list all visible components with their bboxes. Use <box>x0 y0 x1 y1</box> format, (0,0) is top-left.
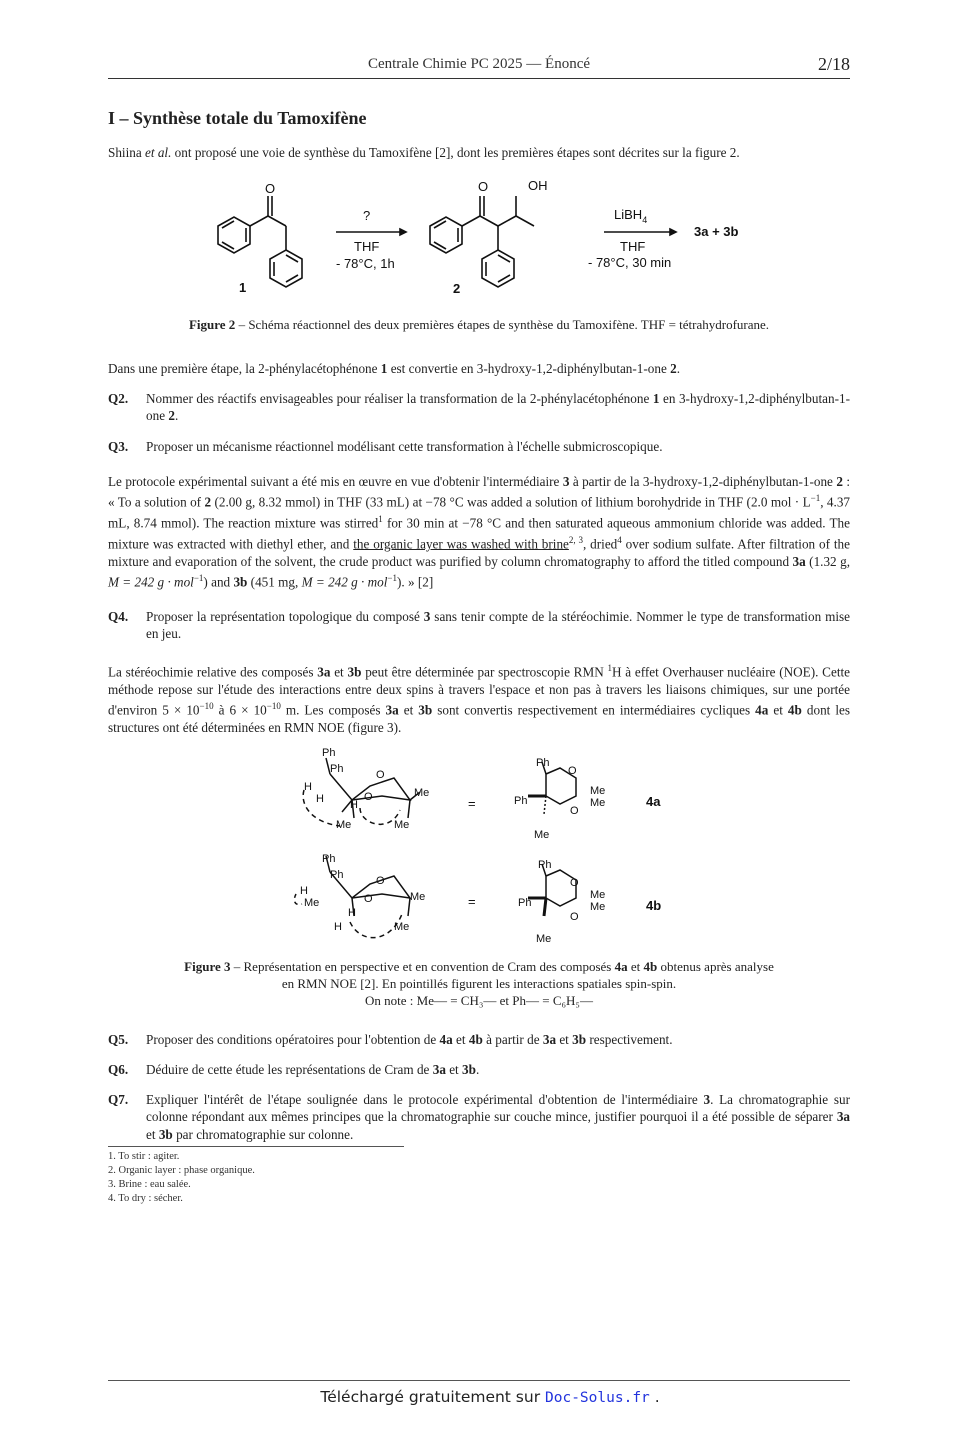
stereochemistry-figure-3 <box>290 744 690 950</box>
svg-text:Me: Me <box>336 819 352 831</box>
question-q7: Q7. Expliquer l'intérêt de l'étape soulignée dans le protocole expérimental d'obtention de l'intermédiaire 3. La chromatographie sur colonne répondant aux mêmes principes que la chromatographie sur couche mince, justifier pourquoi il a été possible de séparer 3a et 3b par chromatographie sur colonne. <box>108 1092 850 1142</box>
svg-text:LiBH4: LiBH$_4$ <box>614 207 648 225</box>
svg-text:?: ? <box>363 208 371 223</box>
figure-3-caption: Figure 3 – Représentation en perspective et en convention de Cram des composés 4a et 4b obtenus après analyse en RMN NOE [2]. En pointillés figurent les interactions spatiales spin-spin. On note : Me— = CH₃— et Ph— = C₆H₅— <box>184 959 774 1008</box>
svg-text:Me: Me <box>590 797 606 809</box>
svg-text:Ph: Ph <box>514 795 528 807</box>
question-q6: Q6. Déduire de cette étude les représentations de Cram de 3a et 3b. <box>108 1062 480 1077</box>
svg-text:Me: Me <box>590 785 606 797</box>
question-q4: Q4. Proposer la représentation topologique du composé 3 sans tenir compte de la stéréochimie. Nommer le type de transformation mise en jeu. <box>108 609 851 642</box>
footnote-separator <box>108 1146 404 1147</box>
page-number: 2/18 <box>817 54 850 74</box>
noe-paragraph: La stéréochimie relative des composés 3a et 3b peut être déterminée par spectroscopie RMN $^1$H à effet Overhauser nucléaire (NOE). Cette méthode repose sur l'étude des interactions entre deux spins à travers l'espace et non pas à travers les liaisons chimiques, sur une portée d'environ $5 \times 10^{-10}$ à $6 \times 10^{-10}$ m. Les composés 3a et 3b sont convertis respectivement en intermédiaires cycliques 4a et 4b dont les structures ont été déterminées en RMN NOE (figure 3). <box>108 663 850 735</box>
svg-text:O: O <box>376 769 385 781</box>
step-intro-paragraph: Dans une première étape, la 2-phénylacétophénone 1 est convertie en 3-hydroxy-1,2-diphénylbutan-1-one 2. <box>108 361 680 376</box>
svg-text:O: O <box>364 791 373 803</box>
footnote-2: 2. Organic layer : phase organique. <box>108 1165 255 1176</box>
svg-text:THF: THF <box>620 239 646 254</box>
svg-text:O: O <box>265 181 276 196</box>
svg-text:Me: Me <box>414 787 430 799</box>
compound-2-label: 2 <box>453 281 461 296</box>
intro-paragraph: Shiina et al. ont proposé une voie de synthèse du Tamoxifène [2], dont les premières étapes sont décrites sur la figure 2. <box>108 145 740 160</box>
page-footer: Téléchargé gratuitement sur Doc-Solus.fr . <box>320 1388 660 1406</box>
figure-2-caption: Figure 2 – Schéma réactionnel des deux premières étapes de synthèse du Tamoxifène. THF = tétrahydrofurane. <box>188 317 770 332</box>
svg-text:H: H <box>300 885 308 897</box>
compound-1-label: 1 <box>239 280 247 295</box>
svg-text:Me: Me <box>304 897 320 909</box>
svg-text:Ph: Ph <box>518 897 532 909</box>
footnote-3: 3. Brine : eau salée. <box>108 1179 191 1190</box>
label-4b: 4b <box>646 898 662 913</box>
svg-text:O: O <box>568 765 577 777</box>
svg-text:H: H <box>350 799 358 811</box>
reaction-scheme-figure-2 <box>200 172 780 302</box>
svg-text:H: H <box>304 781 312 793</box>
svg-text:H: H <box>348 907 356 919</box>
svg-text:H: H <box>316 793 324 805</box>
svg-text:Me: Me <box>534 829 550 841</box>
svg-text:Ph: Ph <box>322 747 336 759</box>
svg-text:Me: Me <box>410 891 426 903</box>
svg-text:Ph: Ph <box>538 859 552 871</box>
svg-text:Me: Me <box>590 889 606 901</box>
underlined-step: the organic layer was washed with brine <box>353 536 569 552</box>
svg-text:O: O <box>570 911 579 923</box>
question-q5: Q5. Proposer des conditions opératoires pour l'obtention de 4a et 4b à partir de 3a et 3b respectivement. <box>108 1032 673 1047</box>
question-q2: Q2. Nommer des réactifs envisageables pour réaliser la transformation de la 2-phénylacétophénone 1 en 3-hydroxy-1,2-diphénylbutan-1-one 2. <box>108 391 850 424</box>
svg-text:OH: OH <box>528 178 548 193</box>
svg-text:H: H <box>334 921 342 933</box>
svg-text:Me: Me <box>590 901 606 913</box>
svg-text:- 78°C, 1h: - 78°C, 1h <box>336 256 395 271</box>
svg-text:Ph: Ph <box>322 853 336 865</box>
page-header <box>108 54 850 79</box>
footer-separator <box>108 1380 850 1381</box>
svg-text:- 78°C, 30 min: - 78°C, 30 min <box>588 255 672 270</box>
svg-text:Ph: Ph <box>536 757 550 769</box>
svg-text:=: = <box>468 796 476 811</box>
products-label: 3a + 3b <box>694 224 739 239</box>
svg-text:O: O <box>570 877 579 889</box>
question-q3: Q3. Proposer un mécanisme réactionnel modélisant cette transformation à l'échelle submicroscopique. <box>108 439 663 454</box>
svg-text:O: O <box>364 893 373 905</box>
svg-text:O: O <box>376 875 385 887</box>
svg-text:Me: Me <box>394 921 410 933</box>
header-title: Centrale Chimie PC 2025 — Énoncé <box>367 56 591 72</box>
svg-text:Ph: Ph <box>330 869 344 881</box>
svg-text:=: = <box>468 894 476 909</box>
section-title: I – Synthèse totale du Tamoxifène <box>108 108 367 128</box>
svg-text:O: O <box>570 805 579 817</box>
svg-text:Ph: Ph <box>330 763 344 775</box>
label-4a: 4a <box>646 794 661 809</box>
svg-text:O: O <box>478 179 489 194</box>
footnote-1: 1. To stir : agiter. <box>108 1151 180 1162</box>
svg-text:THF: THF <box>354 239 380 254</box>
protocol-paragraph: Le protocole expérimental suivant a été mis en œuvre en vue d'obtenir l'intermédiaire 3 à partir de la 3-hydroxy-1,2-diphénylbutan-1-one 2 : « To a solution of 2 (2.00 g, 8.32 mmol) in THF (33 mL) at −78 °C was added a solution of lithium borohydride in THF (2.0 mol · $L^{-1}$, 4.37 mL, 8.74 mmol). The reaction mixture was stirred$^1$ for 30 min at −78 °C and then saturated aqueous ammonium chloride was added. The mixture was extracted with diethyl ether, and the organic layer was washed with brine$^{2, 3}$, dried$^4$ over sodium sulfate. After filtration of the mixture and evaporation of the solvent, the crude product was purified by column chromatography to afford the titled compound 3a (1.32 g, M = 242 g · mol$^{-1}$) and 3b (451 mg, M = 242 g · mol$^{-1}$). » [2] <box>108 474 851 590</box>
footnote-4: 4. To dry : sécher. <box>108 1193 183 1204</box>
svg-text:Me: Me <box>394 819 410 831</box>
doc-solus-link[interactable]: Doc-Solus.fr <box>545 1390 650 1406</box>
svg-text:Me: Me <box>536 933 552 945</box>
